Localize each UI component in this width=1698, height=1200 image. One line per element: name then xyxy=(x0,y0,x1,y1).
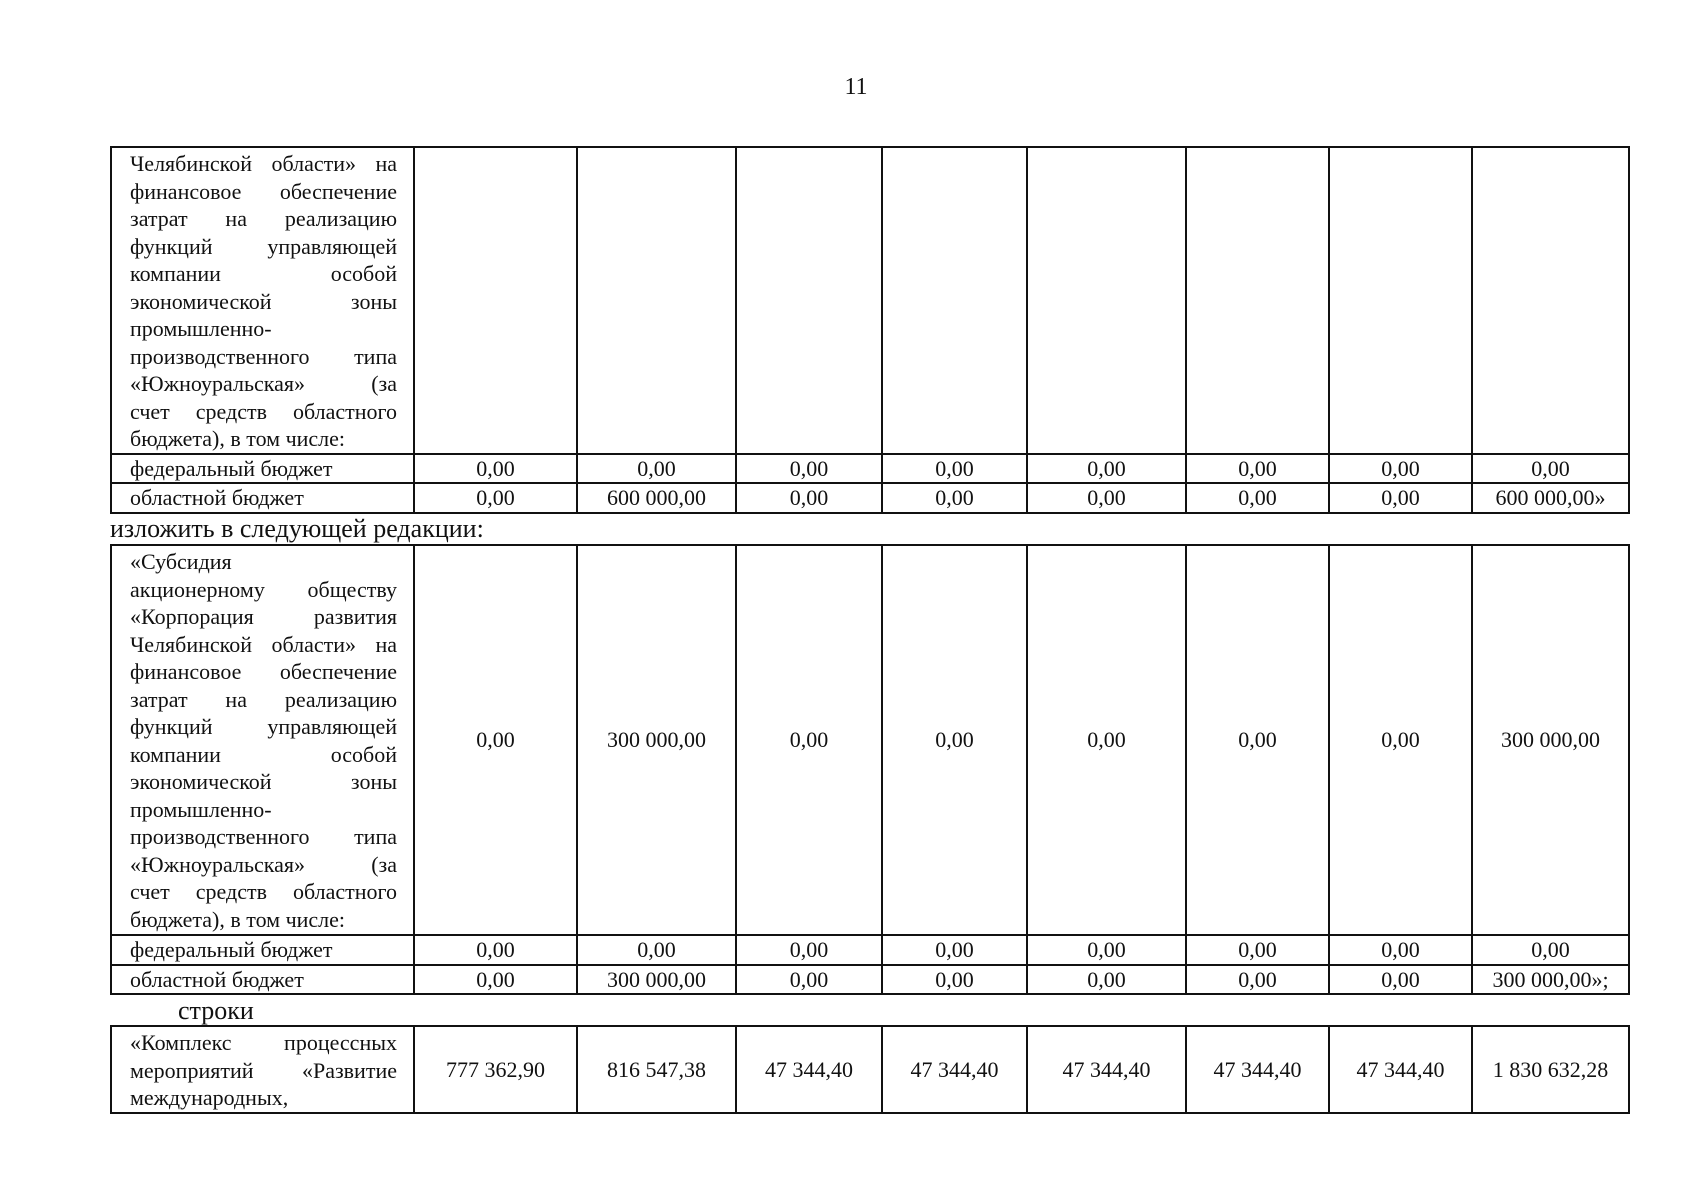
row-label: областной бюджет xyxy=(111,483,414,513)
value-cell: 0,00 xyxy=(1186,454,1329,484)
description-line: Челябинской области» на xyxy=(130,151,397,176)
value-cell: 47 344,40 xyxy=(736,1026,882,1113)
value-cell: 0,00 xyxy=(1027,454,1186,484)
description-line: «Комплекс процессных xyxy=(130,1030,397,1055)
value-cell: 0,00 xyxy=(1186,483,1329,513)
value-cell: 816 547,38 xyxy=(577,1026,736,1113)
value-cell: 47 344,40 xyxy=(1186,1026,1329,1113)
table-row xyxy=(111,935,1629,965)
description-line: бюджета), в том числе: xyxy=(130,426,346,451)
description-line: счет средств областного xyxy=(130,879,397,904)
value-cell xyxy=(1329,147,1472,454)
value-cell: 0,00 xyxy=(577,935,736,965)
edit-caption: изложить в следующей редакции: xyxy=(110,514,484,543)
value-cell: 0,00 xyxy=(577,454,736,484)
description-line: Челябинской области» на xyxy=(130,631,397,657)
value-cell: 0,00 xyxy=(1472,935,1629,965)
value-cell: 0,00 xyxy=(414,483,577,513)
description-line: экономической зоны xyxy=(130,288,397,314)
value-cell: 777 362,90 xyxy=(414,1026,577,1113)
description-line: «Южноуральская» (за xyxy=(130,851,397,877)
row-label: федеральный бюджет xyxy=(111,935,414,965)
description-line: функций управляющей xyxy=(130,714,397,739)
description-line: финансовое обеспечение xyxy=(130,178,397,204)
value-cell: 300 000,00»; xyxy=(1472,965,1629,995)
description-line: промышленно- xyxy=(130,796,272,822)
value-cell: 0,00 xyxy=(1472,454,1629,484)
value-cell: 300 000,00 xyxy=(577,545,736,935)
description-line: затрат на реализацию xyxy=(130,686,397,712)
description-line: компании особой xyxy=(130,261,397,286)
description-cell xyxy=(111,1026,414,1113)
description-line: «Корпорация развития xyxy=(130,604,397,629)
page-number: 11 xyxy=(844,74,868,100)
value-cell: 0,00 xyxy=(1027,935,1186,965)
description-line: «Субсидия xyxy=(130,549,232,574)
value-cell: 0,00 xyxy=(1329,483,1472,513)
description-line: счет средств областного xyxy=(130,398,397,424)
description-cell xyxy=(111,545,414,935)
value-cell: 0,00 xyxy=(736,965,882,995)
value-cell: 0,00 xyxy=(1186,545,1329,935)
description-line: затрат на реализацию xyxy=(130,206,397,231)
row-label: областной бюджет xyxy=(111,965,414,995)
row-label: федеральный бюджет xyxy=(111,454,414,484)
description-line: мероприятий «Развитие xyxy=(130,1057,397,1083)
description-line: акционерному обществу xyxy=(130,576,397,602)
description-line: компании особой xyxy=(130,741,397,767)
value-cell: 1 830 632,28 xyxy=(1472,1026,1629,1113)
value-cell: 0,00 xyxy=(414,545,577,935)
value-cell: 300 000,00 xyxy=(577,965,736,995)
description-line: финансовое обеспечение xyxy=(130,659,397,684)
value-cell xyxy=(1186,147,1329,454)
value-cell: 600 000,00 xyxy=(577,483,736,513)
value-cell: 0,00 xyxy=(1186,965,1329,995)
value-cell: 47 344,40 xyxy=(1329,1026,1472,1113)
value-cell: 0,00 xyxy=(882,965,1027,995)
value-cell: 47 344,40 xyxy=(882,1026,1027,1113)
value-cell xyxy=(736,147,882,454)
value-cell: 0,00 xyxy=(1329,545,1472,935)
new-budget-table xyxy=(110,544,1630,995)
value-cell xyxy=(882,147,1027,454)
value-cell: 0,00 xyxy=(1329,454,1472,484)
value-cell: 0,00 xyxy=(1027,965,1186,995)
value-cell: 0,00 xyxy=(882,454,1027,484)
description-line: промышленно- xyxy=(130,316,272,341)
value-cell: 0,00 xyxy=(882,483,1027,513)
value-cell: 0,00 xyxy=(414,454,577,484)
value-cell: 0,00 xyxy=(736,545,882,935)
value-cell: 0,00 xyxy=(1329,935,1472,965)
value-cell: 47 344,40 xyxy=(1027,1026,1186,1113)
value-cell: 600 000,00» xyxy=(1472,483,1629,513)
value-cell xyxy=(414,147,577,454)
value-cell: 0,00 xyxy=(1027,545,1186,935)
description-line: экономической зоны xyxy=(130,769,397,794)
value-cell: 0,00 xyxy=(882,935,1027,965)
table-row xyxy=(111,965,1629,995)
value-cell xyxy=(577,147,736,454)
description-cell xyxy=(111,147,414,454)
old-budget-table xyxy=(110,146,1630,514)
description-line: международных, xyxy=(130,1085,289,1110)
table-row xyxy=(111,483,1629,513)
table-row xyxy=(111,1026,1629,1113)
value-cell: 0,00 xyxy=(414,935,577,965)
description-line: функций управляющей xyxy=(130,233,397,259)
value-cell: 300 000,00 xyxy=(1472,545,1629,935)
table-row xyxy=(111,545,1629,935)
value-cell: 0,00 xyxy=(1186,935,1329,965)
value-cell: 0,00 xyxy=(414,965,577,995)
value-cell xyxy=(1472,147,1629,454)
value-cell: 0,00 xyxy=(736,935,882,965)
value-cell xyxy=(1027,147,1186,454)
table-row xyxy=(111,454,1629,484)
value-cell: 0,00 xyxy=(1329,965,1472,995)
value-cell: 0,00 xyxy=(1027,483,1186,513)
description-line: производственного типа xyxy=(130,824,397,849)
description-line: «Южноуральская» (за xyxy=(130,371,397,396)
description-line: бюджета), в том числе: xyxy=(130,906,346,932)
description-line: производственного типа xyxy=(130,343,397,369)
value-cell: 0,00 xyxy=(882,545,1027,935)
lines-caption: строки xyxy=(178,996,254,1025)
value-cell: 0,00 xyxy=(736,454,882,484)
table-row xyxy=(111,147,1629,454)
lines-budget-table xyxy=(110,1025,1630,1114)
value-cell: 0,00 xyxy=(736,483,882,513)
